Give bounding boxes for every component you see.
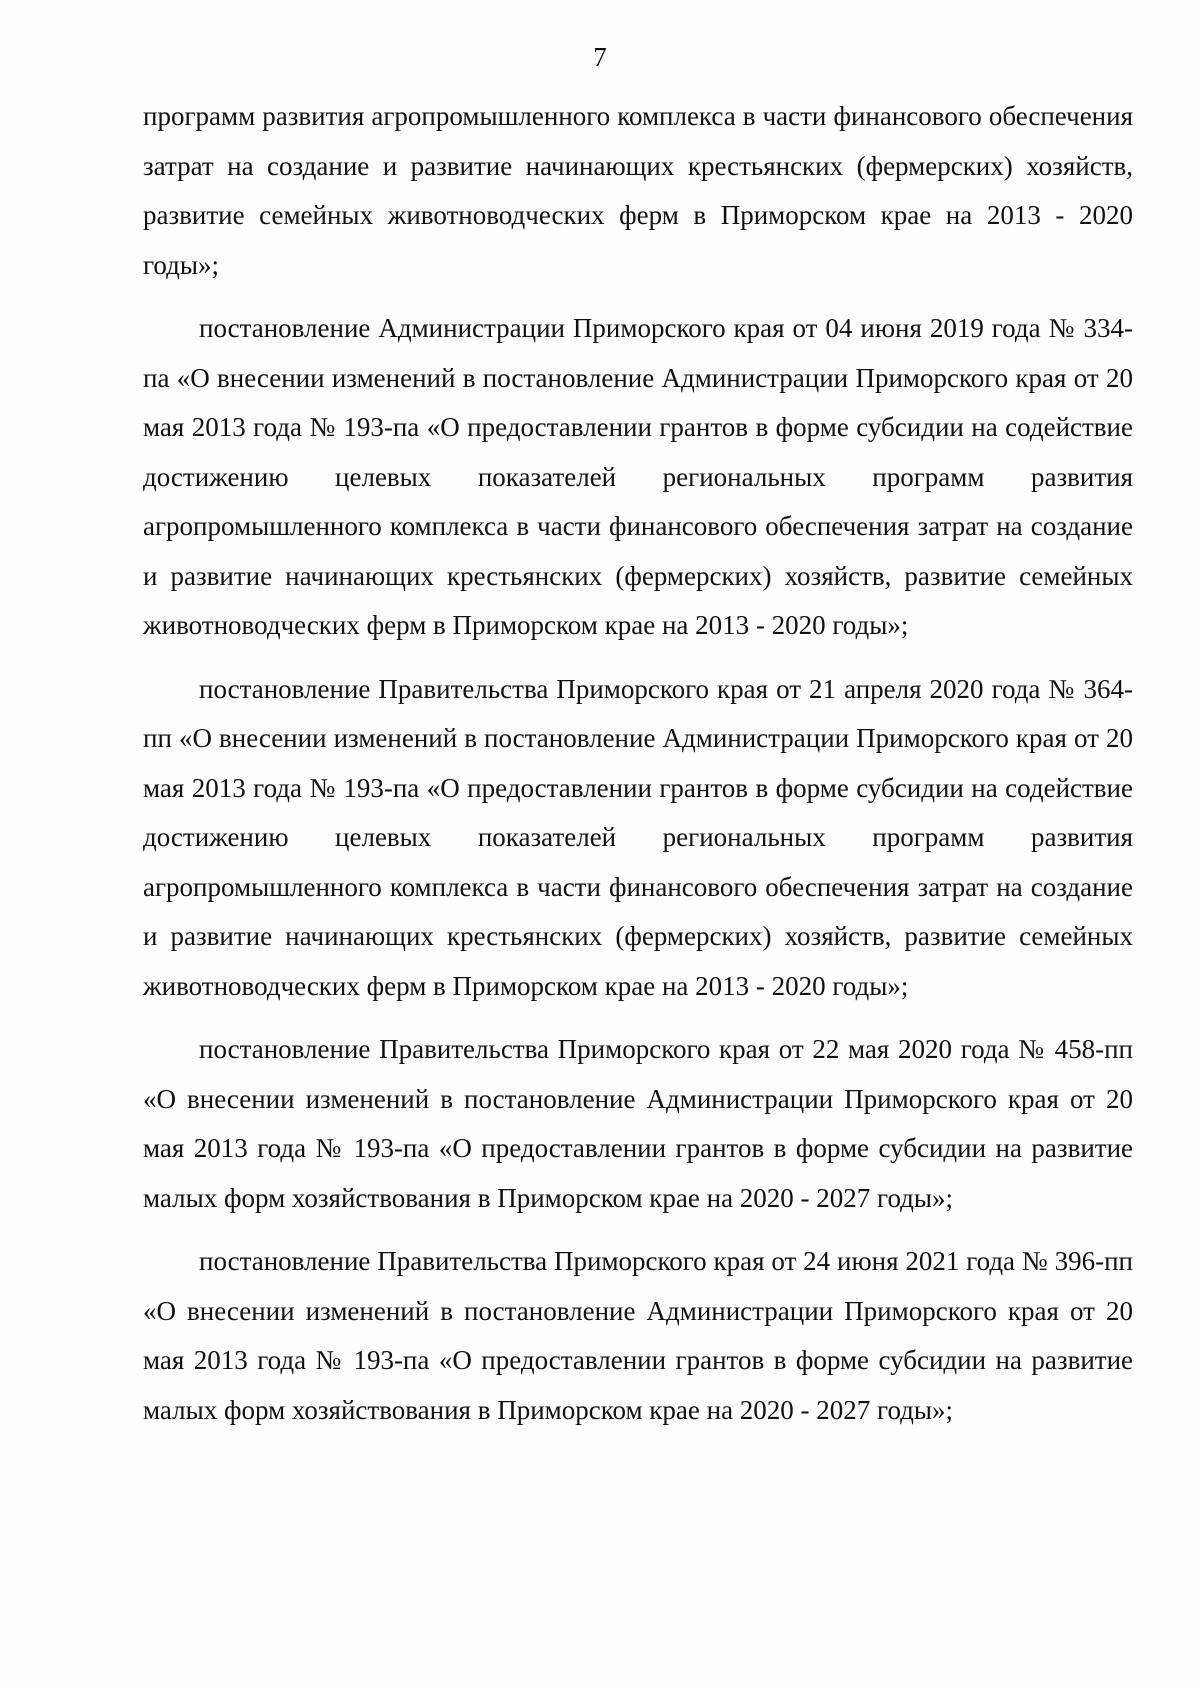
document-body (143, 92, 1133, 1449)
paragraph-resolution-458pp: постановление Правительства Приморского края от 22 мая 2020 года № 458-пп «О внесении изменений в постановление Администрации Приморского края от 20 мая 2013 года № 193-па «О предоставлении грантов в форме субсидии на развитие малых форм хозяйствования в Приморском крае на 2020 - 2027 годы»; (143, 1034, 1133, 1213)
paragraph-resolution-364pp: постановление Правительства Приморского края от 21 апреля 2020 года № 364-пп «О внесении изменений в постановление Администрации Приморского края от 20 мая 2013 года № 193-па «О предоставлении грантов в форме субсидии на содействие достижению целевых показателей региональных программ развития агропромышленного комплекса в части финансового обеспечения затрат на создание и развитие начинающих крестьянских (фермерских) хозяйств, развитие семейных животноводческих ферм в Приморском крае на 2013 - 2020 годы»; (143, 673, 1133, 1001)
paragraph-resolution-396pp: постановление Правительства Приморского края от 24 июня 2021 года № 396-пп «О внесении изменений в постановление Администрации Приморского края от 20 мая 2013 года № 193-па «О предоставлении грантов в форме субсидии на развитие малых форм хозяйствования в Приморском крае на 2020 - 2027 годы»; (143, 1246, 1133, 1425)
paragraph-resolution-334pa: постановление Администрации Приморского края от 04 июня 2019 года № 334-па «О внесении изменений в постановление Администрации Приморского края от 20 мая 2013 года № 193-па «О предоставлении грантов в форме субсидии на содействие достижению целевых показателей региональных программ развития агропромышленного комплекса в части финансового обеспечения затрат на создание и развитие начинающих крестьянских (фермерских) хозяйств, развитие семейных животноводческих ферм в Приморском крае на 2013 - 2020 годы»; (143, 313, 1133, 640)
paragraph-continuation: программ развития агропромышленного комплекса в части финансового обеспечения затрат на создание и развитие начинающих крестьянских (фермерских) хозяйств, развитие семейных животноводческих ферм в Приморском крае на 2013 - 2020 годы»; (143, 101, 1133, 280)
page-number: 7 (593, 42, 607, 72)
